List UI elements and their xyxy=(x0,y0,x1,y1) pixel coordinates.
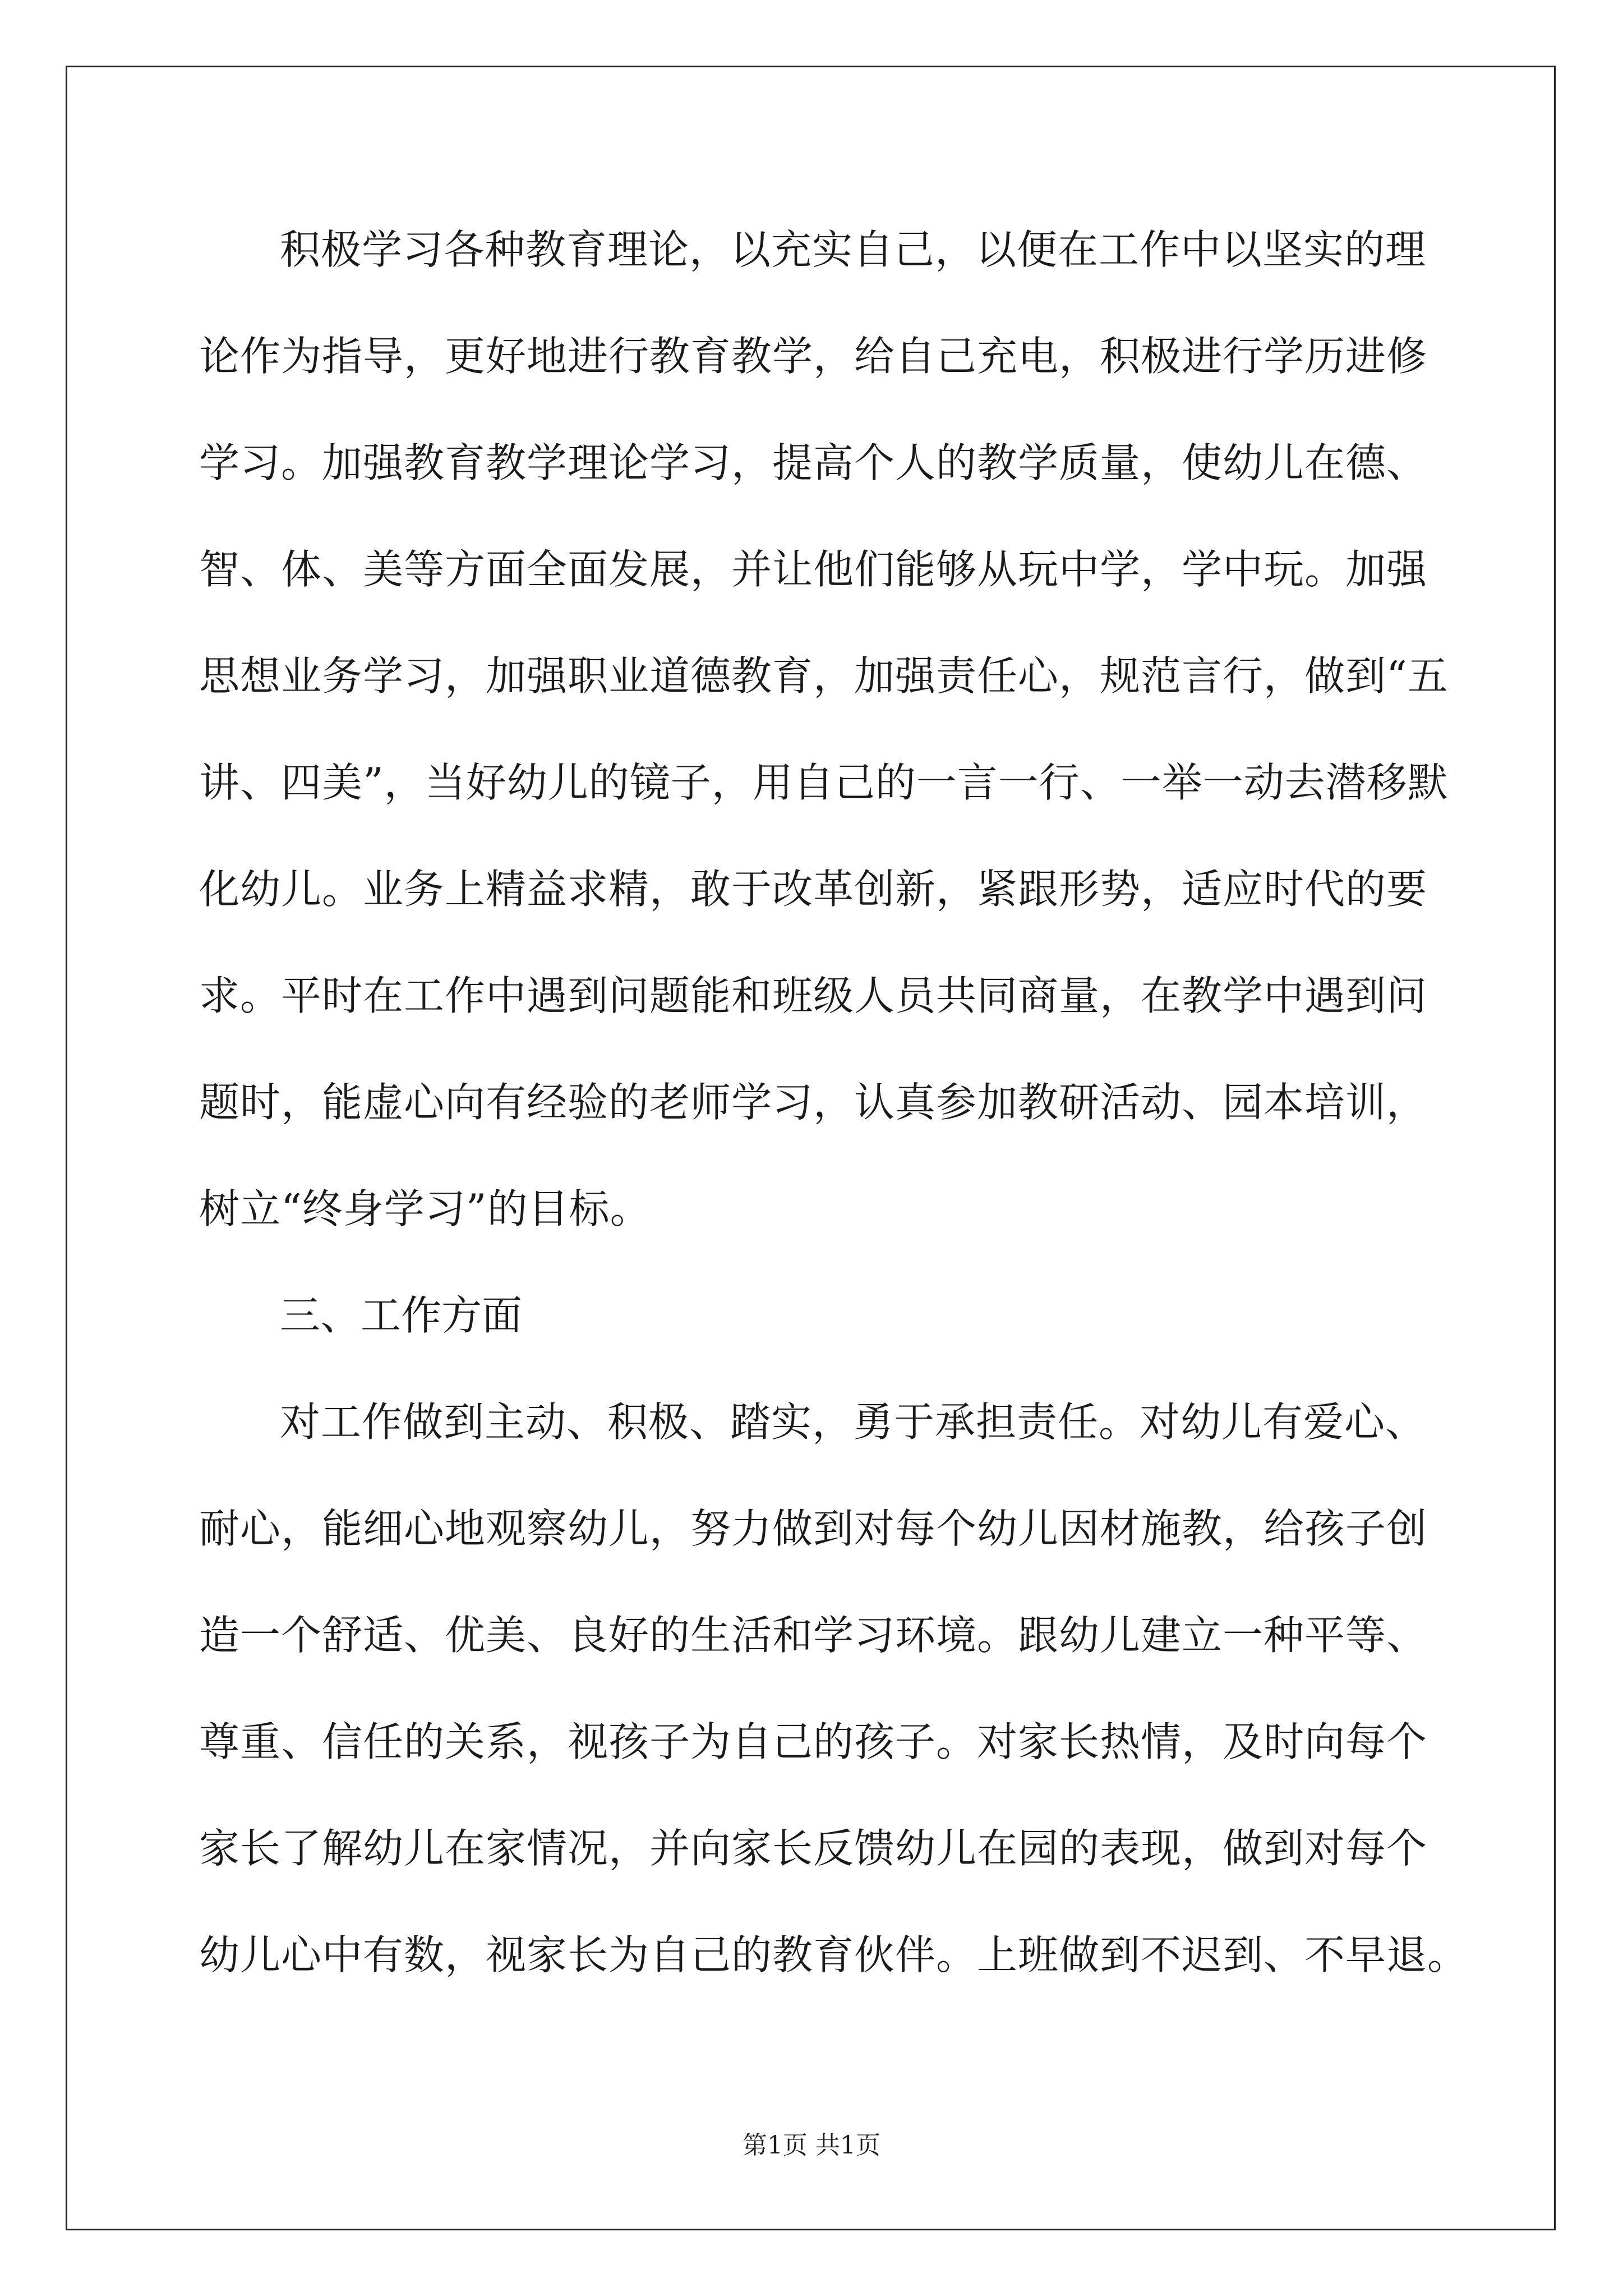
paragraph-learning xyxy=(199,219,1449,1285)
paragraph-line: 对工作做到主动、积极、踏实，勇于承担责任。对幼儿有爱心、 xyxy=(280,1398,1427,1446)
paragraph-line: 树立“终身学习”的目标。 xyxy=(199,1185,651,1232)
paragraph-line: 智、体、美等方面全面发展，并让他们能够从玩中学，学中玩。加强 xyxy=(199,546,1428,593)
page-footer: 第1页 共1页 xyxy=(743,2131,880,2160)
paragraph-line: 讲、四美”，当好幼儿的镜子，用自己的一言一行、一举一动去潜移默 xyxy=(199,759,1449,806)
paragraph-line: 论作为指导，更好地进行教育教学，给自己充电，积极进行学历进修 xyxy=(199,333,1428,380)
paragraph-line: 尊重、信任的关系，视孩子为自己的孩子。对家长热情，及时向每个 xyxy=(199,1718,1428,1765)
paragraph-line: 化幼儿。业务上精益求精，敢于改革创新，紧跟形势，适应时代的要 xyxy=(199,866,1428,913)
paragraph-line: 求。平时在工作中遇到问题能和班级人员共同商量，在教学中遇到问 xyxy=(199,972,1428,1019)
paragraph-line: 积极学习各种教育理论，以充实自己，以便在工作中以坚实的理 xyxy=(280,226,1427,273)
paragraph-line: 家长了解幼儿在家情况，并向家长反馈幼儿在园的表现，做到对每个 xyxy=(199,1825,1428,1872)
paragraph-line: 题时，能虚心向有经验的老师学习，认真参加教研活动、园本培训， xyxy=(199,1079,1428,1126)
section-heading: 三、工作方面 xyxy=(280,1292,523,1339)
document-body xyxy=(199,219,1469,2031)
paragraph-work xyxy=(199,1391,1469,2031)
paragraph-line: 学习。加强教育教学理论学习，提高个人的教学质量，使幼儿在德、 xyxy=(199,439,1428,486)
paragraph-line: 幼儿心中有数，视家长为自己的教育伙伴。上班做到不迟到、不早退。 xyxy=(199,1931,1469,1978)
paragraph-line: 造一个舒适、优美、良好的生活和学习环境。跟幼儿建立一种平等、 xyxy=(199,1612,1428,1659)
paragraph-line: 耐心，能细心地观察幼儿，努力做到对每个幼儿因材施教，给孩子创 xyxy=(199,1505,1428,1552)
paragraph-line: 思想业务学习，加强职业道德教育，加强责任心，规范言行，做到“五 xyxy=(199,652,1449,700)
